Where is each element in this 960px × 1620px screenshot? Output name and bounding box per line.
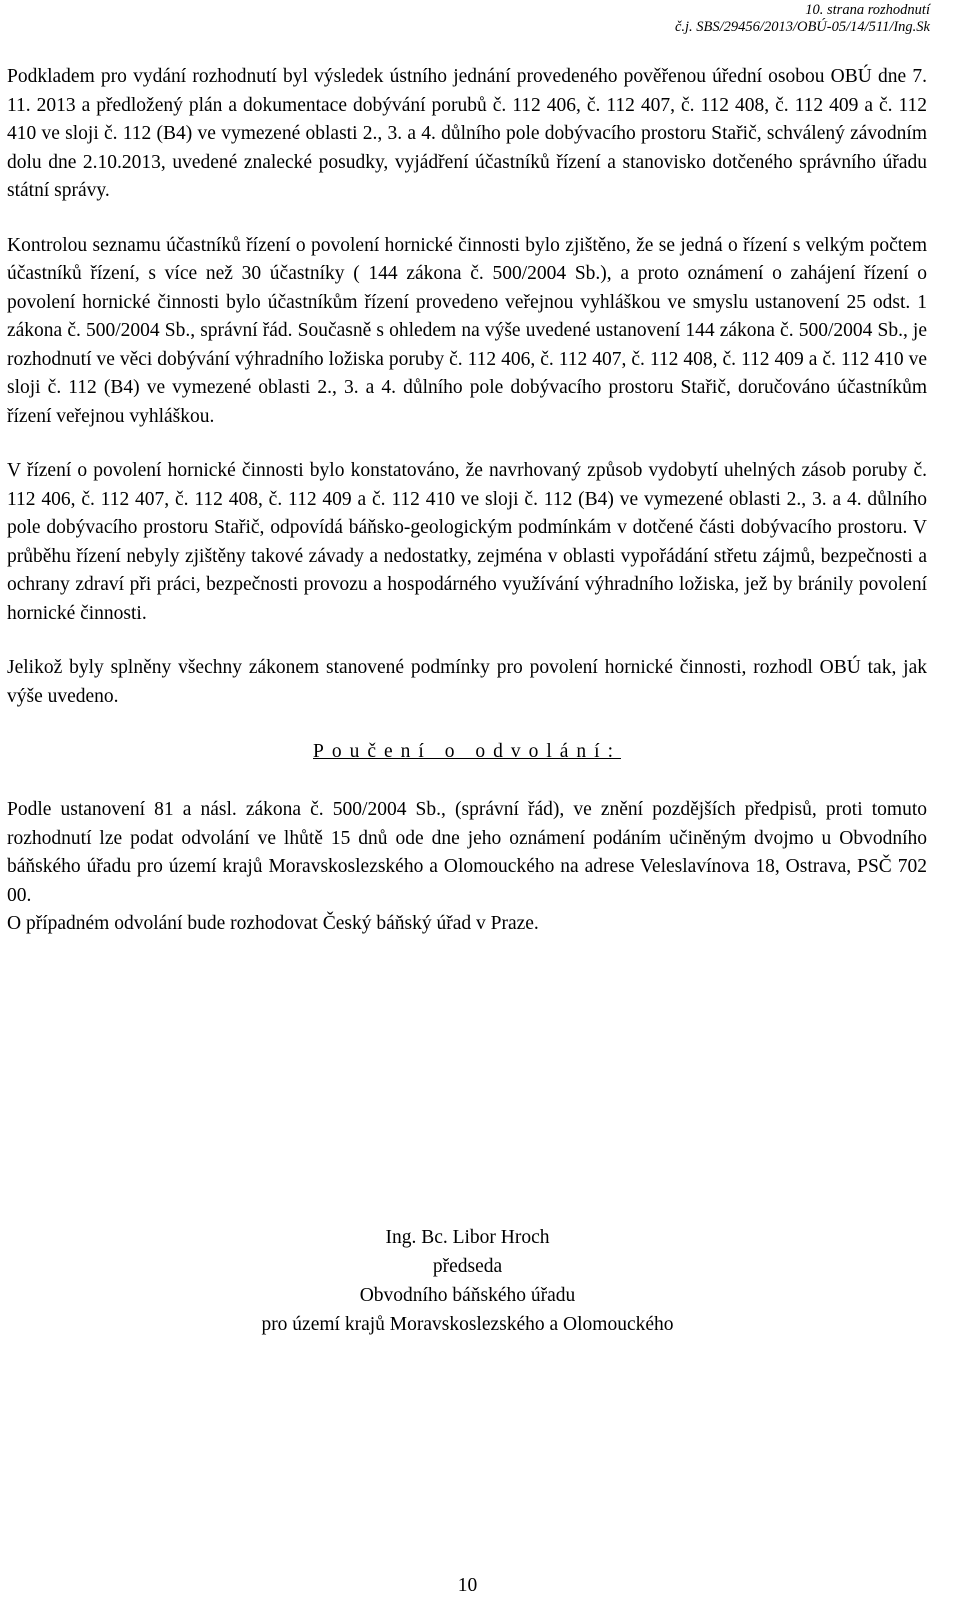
signature-block: [0, 1223, 935, 1339]
paragraph-appeal-authority: O případném odvolání bude rozhodovat Český báňský úřad v Praze.: [7, 913, 539, 934]
signatory-office: Obvodního báňského úřadu: [359, 1285, 576, 1306]
paragraph-basis: Podkladem pro vydání rozhodnutí byl výsledek ústního jednání provedeného pověřenou úřední osobou OBÚ dne 7. 11. 2013 a předložený plán a dokumentace dobývání porubů č. 112 406, č. 112 407, č. 112 408, č. 112 409 a č. 112 410 ve sloji č. 112 (B4) ve vymezené oblasti 2., 3. a 4. důlního pole dobývacího prostoru Stařič, schválený závodním dolu dne 2.10.2013, uvedené znalecké posudky, vyjádření účastníků řízení a stanovisko dotčeného správního úřadu státní správy.: [7, 66, 927, 201]
page-number: 10: [457, 1575, 478, 1596]
signatory-region: pro území krajů Moravskoslezského a Olomouckého: [261, 1314, 674, 1335]
page-header: [675, 2, 930, 36]
paragraph-participants: Kontrolou seznamu účastníků řízení o povolení hornické činnosti bylo zjištěno, že se jedná o řízení s velkým počtem účastníků řízení, s více než 30 účastníky ( 144 zákona č. 500/2004 Sb.), a proto oznámení o zahájení řízení o povolení hornické činnosti bylo účastníkům řízení provedeno veřejnou vyhláškou ve smyslu ustanovení 25 odst. 1 zákona č. 500/2004 Sb., správní řád. Současně s ohledem na výše uvedené ustanovení 144 zákona č. 500/2004 Sb., je rozhodnutí ve věci dobývání výhradního ložiska poruby č. 112 406, č. 112 407, č. 112 408, č. 112 409 a č. 112 410 ve sloji č. 112 (B4) ve vymezené oblasti 2., 3. a 4. důlního pole dobývacího prostoru Stařič, doručováno účastníkům řízení veřejnou vyhláškou.: [7, 234, 927, 427]
document-body: [7, 63, 927, 939]
reference-number: č.j. SBS/29456/2013/OBÚ-05/14/511/Ing.Sk: [674, 19, 930, 35]
signatory-name: Ing. Bc. Libor Hroch: [385, 1227, 550, 1248]
signatory-role: předseda: [432, 1256, 503, 1277]
paragraph-appeal: Podle ustanovení 81 a násl. zákona č. 500/2004 Sb., (správní řád), ve znění pozdějších předpisů, proti tomuto rozhodnutí lze podat odvolání ve lhůtě 15 dnů ode dne jeho oznámení podáním učiněným dvojmo u Obvodního báňského úřadu pro území krajů Moravskoslezského a Olomouckého na adrese Veleslavínova 18, Ostrava, PSČ 702 00.: [7, 799, 927, 906]
appeal-heading: Poučení o odvolání:: [313, 741, 621, 762]
paragraph-findings: V řízení o povolení hornické činnosti bylo konstatováno, že navrhovaný způsob vydobytí uhelných zásob poruby č. 112 406, č. 112 407, č. 112 408, č. 112 409 a č. 112 410 ve sloji č. 112 (B4) ve vymezené oblasti 2., 3. a 4. důlního pole dobývacího prostoru Stařič, odpovídá báňsko-geologickým podmínkám v dotčené části dobývacího prostoru. V průběhu řízení nebyly zjištěny takové závady a nedostatky, zejména v oblasti vypořádání střetu zájmů, bezpečnosti a ochrany zdraví při práci, bezpečnosti provozu a hospodárného využívání výhradního ložiska, jež by bránily povolení hornické činnosti.: [7, 460, 927, 624]
page-label: 10. strana rozhodnutí: [805, 2, 930, 18]
paragraph-decision: Jelikož byly splněny všechny zákonem stanovené podmínky pro povolení hornické činnosti, rozhodl OBÚ tak, jak výše uvedeno.: [7, 657, 927, 707]
